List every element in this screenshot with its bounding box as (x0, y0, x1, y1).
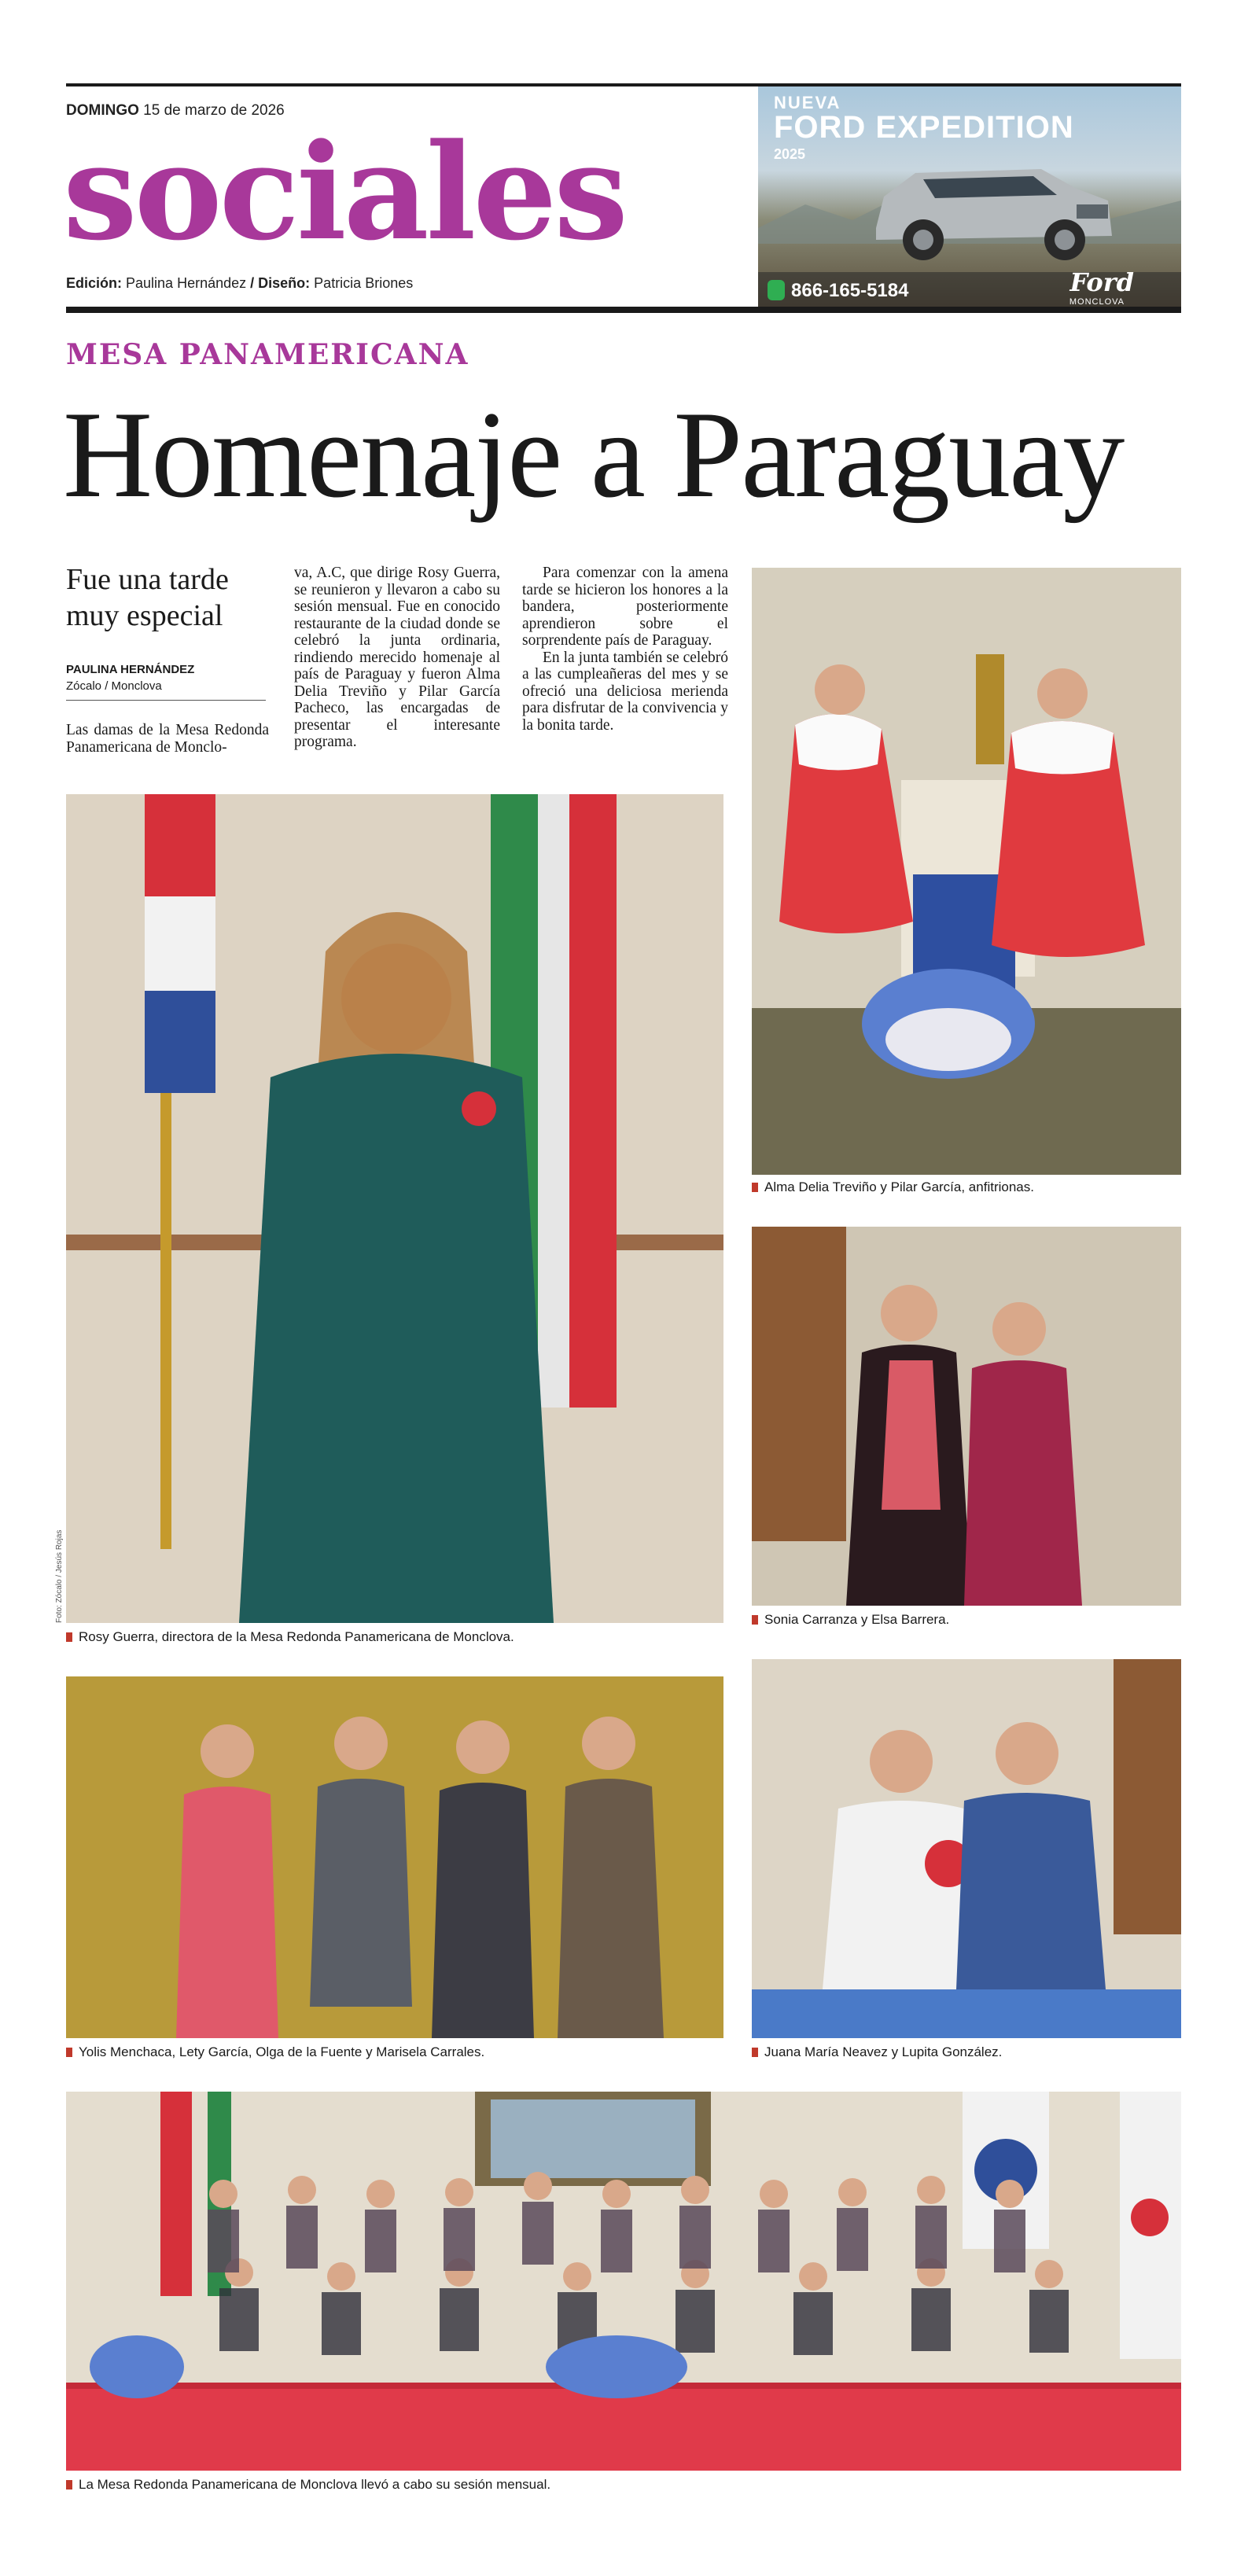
photo-full-group (66, 2092, 1181, 2471)
hosts-image (752, 568, 1181, 1175)
caption-pair (752, 1612, 949, 1628)
phone-icon (768, 280, 785, 300)
caption-marker (752, 1615, 758, 1625)
photo-main (66, 794, 723, 1623)
section-title: sociales (63, 114, 625, 270)
caption-marker (66, 2048, 72, 2057)
caption-full-group-text: La Mesa Redonda Panamericana de Monclova llevó a cabo su sesión mensual. (79, 2477, 551, 2492)
ad-model: FORD EXPEDITION (774, 110, 1074, 145)
photo-credit: Foto: Zócalo / Jesús Rojas (55, 1529, 64, 1623)
caption-seated (752, 2044, 1002, 2060)
photo-group-four (66, 1676, 723, 2038)
subhead: Fue una tarde muy especial (66, 563, 229, 632)
seated-image (752, 1659, 1181, 2038)
caption-marker (66, 1632, 72, 1642)
headline: Homenaje a Paraguay (63, 386, 1124, 524)
body-paragraph-1: Para comenzar con la amena tarde se hicieron los honores a la bandera, posteriormente aprendieron sobre el sorprendente país de Paraguay. (522, 565, 728, 649)
photo-seated (752, 1659, 1181, 2038)
caption-group-four (66, 2044, 484, 2060)
body-paragraph-2: En la junta también se celebró a las cumpleañeras del mes y se ofreció una deliciosa merienda para disfrutar de la convivencia y la bonita tarde. (522, 649, 728, 734)
caption-hosts-text: Alma Delia Treviño y Pilar García, anfitrionas. (764, 1179, 1034, 1194)
caption-main (66, 1629, 514, 1645)
ad-city: MONCLOVA (1069, 297, 1125, 307)
caption-hosts (752, 1179, 1034, 1195)
editor-name: Paulina Hernández (126, 275, 247, 291)
body-column-1: Las damas de la Mesa Redonda Panamericana de Monclo- (66, 722, 269, 756)
caption-marker (66, 2480, 72, 2490)
ad-phone[interactable]: 866-165-5184 (791, 280, 909, 301)
byline: PAULINA HERNÁNDEZ (66, 663, 195, 676)
main-portrait-image (66, 794, 723, 1623)
designer-name: Patricia Briones (314, 275, 414, 291)
edit-label: Edición: (66, 275, 122, 291)
caption-marker (752, 2048, 758, 2057)
ford-logo: Ford (1069, 267, 1134, 297)
ford-advertisement[interactable] (758, 86, 1181, 308)
day-label: DOMINGO (66, 102, 139, 119)
body-column-2: va, A.C, que dirige Rosy Guerra, se reunieron y llevaron a cabo su sesión mensual. Fue en conocido restaurante de la ciudad donde se celebró la junta ordinaria, rindiendo merecido homenaje al país de Paraguay y fueron Alma Delia Treviño y Pilar García Pacheco, las encargadas de presentar el interesante programa. (294, 565, 500, 750)
date-label: 15 de marzo de 2026 (143, 102, 285, 119)
caption-seated-text: Juana María Neavez y Lupita González. (764, 2044, 1003, 2059)
pair-image (752, 1227, 1181, 1606)
caption-group-four-text: Yolis Menchaca, Lety García, Olga de la Fuente y Marisela Carrales. (79, 2044, 485, 2059)
credits (66, 275, 413, 292)
ad-nueva: NUEVA (774, 93, 841, 112)
byline-rule (66, 700, 266, 701)
design-label: / Diseño: (250, 275, 311, 291)
photo-hosts (752, 568, 1181, 1175)
full-group-image (66, 2092, 1181, 2471)
location: Zócalo / Monclova (66, 679, 162, 693)
kicker: MESA PANAMERICANA (66, 338, 469, 371)
caption-pair-text: Sonia Carranza y Elsa Barrera. (764, 1612, 950, 1627)
caption-full-group (66, 2477, 550, 2493)
caption-marker (752, 1183, 758, 1192)
ad-year: 2025 (774, 146, 806, 162)
suv-image (860, 142, 1120, 275)
group-four-image (66, 1676, 723, 2038)
masthead-rule (66, 307, 1181, 313)
body-column-3 (522, 565, 728, 734)
photo-pair (752, 1227, 1181, 1606)
caption-main-text: Rosy Guerra, directora de la Mesa Redonda Panamericana de Monclova. (79, 1629, 514, 1644)
